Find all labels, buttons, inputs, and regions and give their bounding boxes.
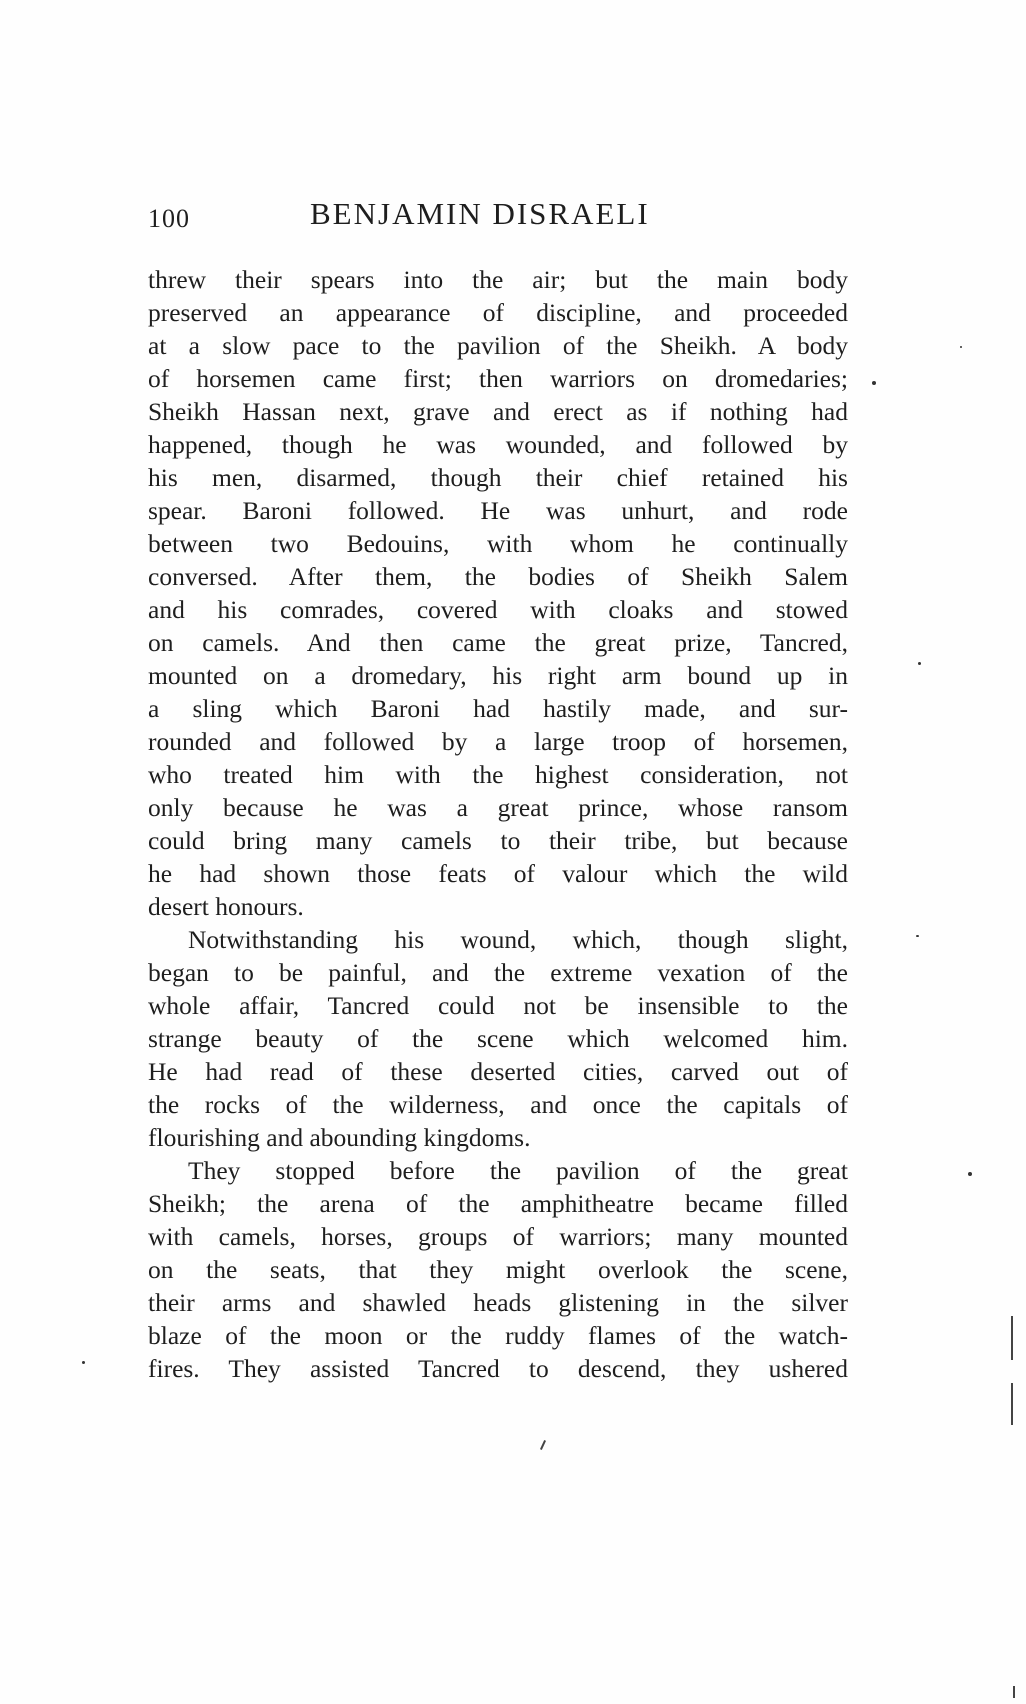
text-line: who treated him with the highest consideration, not [148, 760, 848, 789]
text-line: only because he was a great prince, whose ransom [148, 793, 848, 822]
scan-speck [918, 662, 921, 665]
scan-speck [872, 381, 876, 385]
page-number: 100 [148, 204, 190, 233]
text-line: could bring many camels to their tribe, but because [148, 826, 848, 855]
text-line: preserved an appearance of discipline, and proceeded [148, 298, 848, 327]
text-line: his men, disarmed, though their chief retained his [148, 463, 848, 492]
text-line: fires. They assisted Tancred to descend, they ushered [148, 1354, 848, 1383]
running-head-title: BENJAMIN DISRAELI [310, 196, 650, 231]
margin-mark [1011, 1383, 1013, 1425]
text-line: They stopped before the pavilion of the great [188, 1156, 848, 1185]
paragraph-3 [148, 1154, 848, 1385]
text-line: of horsemen came first; then warriors on dromedaries; [148, 364, 848, 393]
text-line: a sling which Baroni had hastily made, and sur- [148, 694, 848, 723]
text-line: Sheikh Hassan next, grave and erect as if nothing had [148, 397, 848, 426]
text-line: happened, though he was wounded, and followed by [148, 430, 848, 459]
text-line: and his comrades, covered with cloaks and stowed [148, 595, 848, 624]
text-line: Sheikh; the arena of the amphitheatre became filled [148, 1189, 848, 1218]
text-line: began to be painful, and the extreme vexation of the [148, 958, 848, 987]
text-line: their arms and shawled heads glistening in the silver [148, 1288, 848, 1317]
text-line: strange beauty of the scene which welcomed him. [148, 1024, 848, 1053]
text-line: threw their spears into the air; but the main body [148, 265, 848, 294]
text-line: at a slow pace to the pavilion of the Sheikh. A body [148, 331, 848, 360]
text-line: blaze of the moon or the ruddy flames of the watch- [148, 1321, 848, 1350]
scan-speck [968, 1172, 972, 1176]
scan-speck [916, 935, 919, 937]
scan-speck [960, 346, 962, 348]
body-text [148, 263, 848, 1385]
text-line: He had read of these deserted cities, carved out of [148, 1057, 848, 1086]
margin-mark [1011, 1316, 1013, 1360]
text-line: he had shown those feats of valour which the wild [148, 859, 848, 888]
text-line: the rocks of the wilderness, and once the capitals of [148, 1090, 848, 1119]
text-line: between two Bedouins, with whom he continually [148, 529, 848, 558]
text-line: Notwithstanding his wound, which, though slight, [188, 925, 848, 954]
text-line: desert honours. [148, 892, 304, 921]
text-line: flourishing and abounding kingdoms. [148, 1123, 531, 1152]
text-line: on the seats, that they might overlook the scene, [148, 1255, 848, 1284]
text-line: spear. Baroni followed. He was unhurt, and rode [148, 496, 848, 525]
text-line: on camels. And then came the great prize, Tancred, [148, 628, 848, 657]
text-line: rounded and followed by a large troop of horsemen, [148, 727, 848, 756]
paragraph-1 [148, 263, 848, 923]
margin-mark [540, 1440, 546, 1450]
margin-mark [1013, 1686, 1015, 1698]
text-line: with camels, horses, groups of warriors; many mounted [148, 1222, 848, 1251]
paragraph-2 [148, 923, 848, 1154]
running-head [148, 196, 848, 236]
text-line: mounted on a dromedary, his right arm bound up in [148, 661, 848, 690]
text-line: whole affair, Tancred could not be insensible to the [148, 991, 848, 1020]
scan-speck [82, 1361, 85, 1364]
text-line: conversed. After them, the bodies of Sheikh Salem [148, 562, 848, 591]
